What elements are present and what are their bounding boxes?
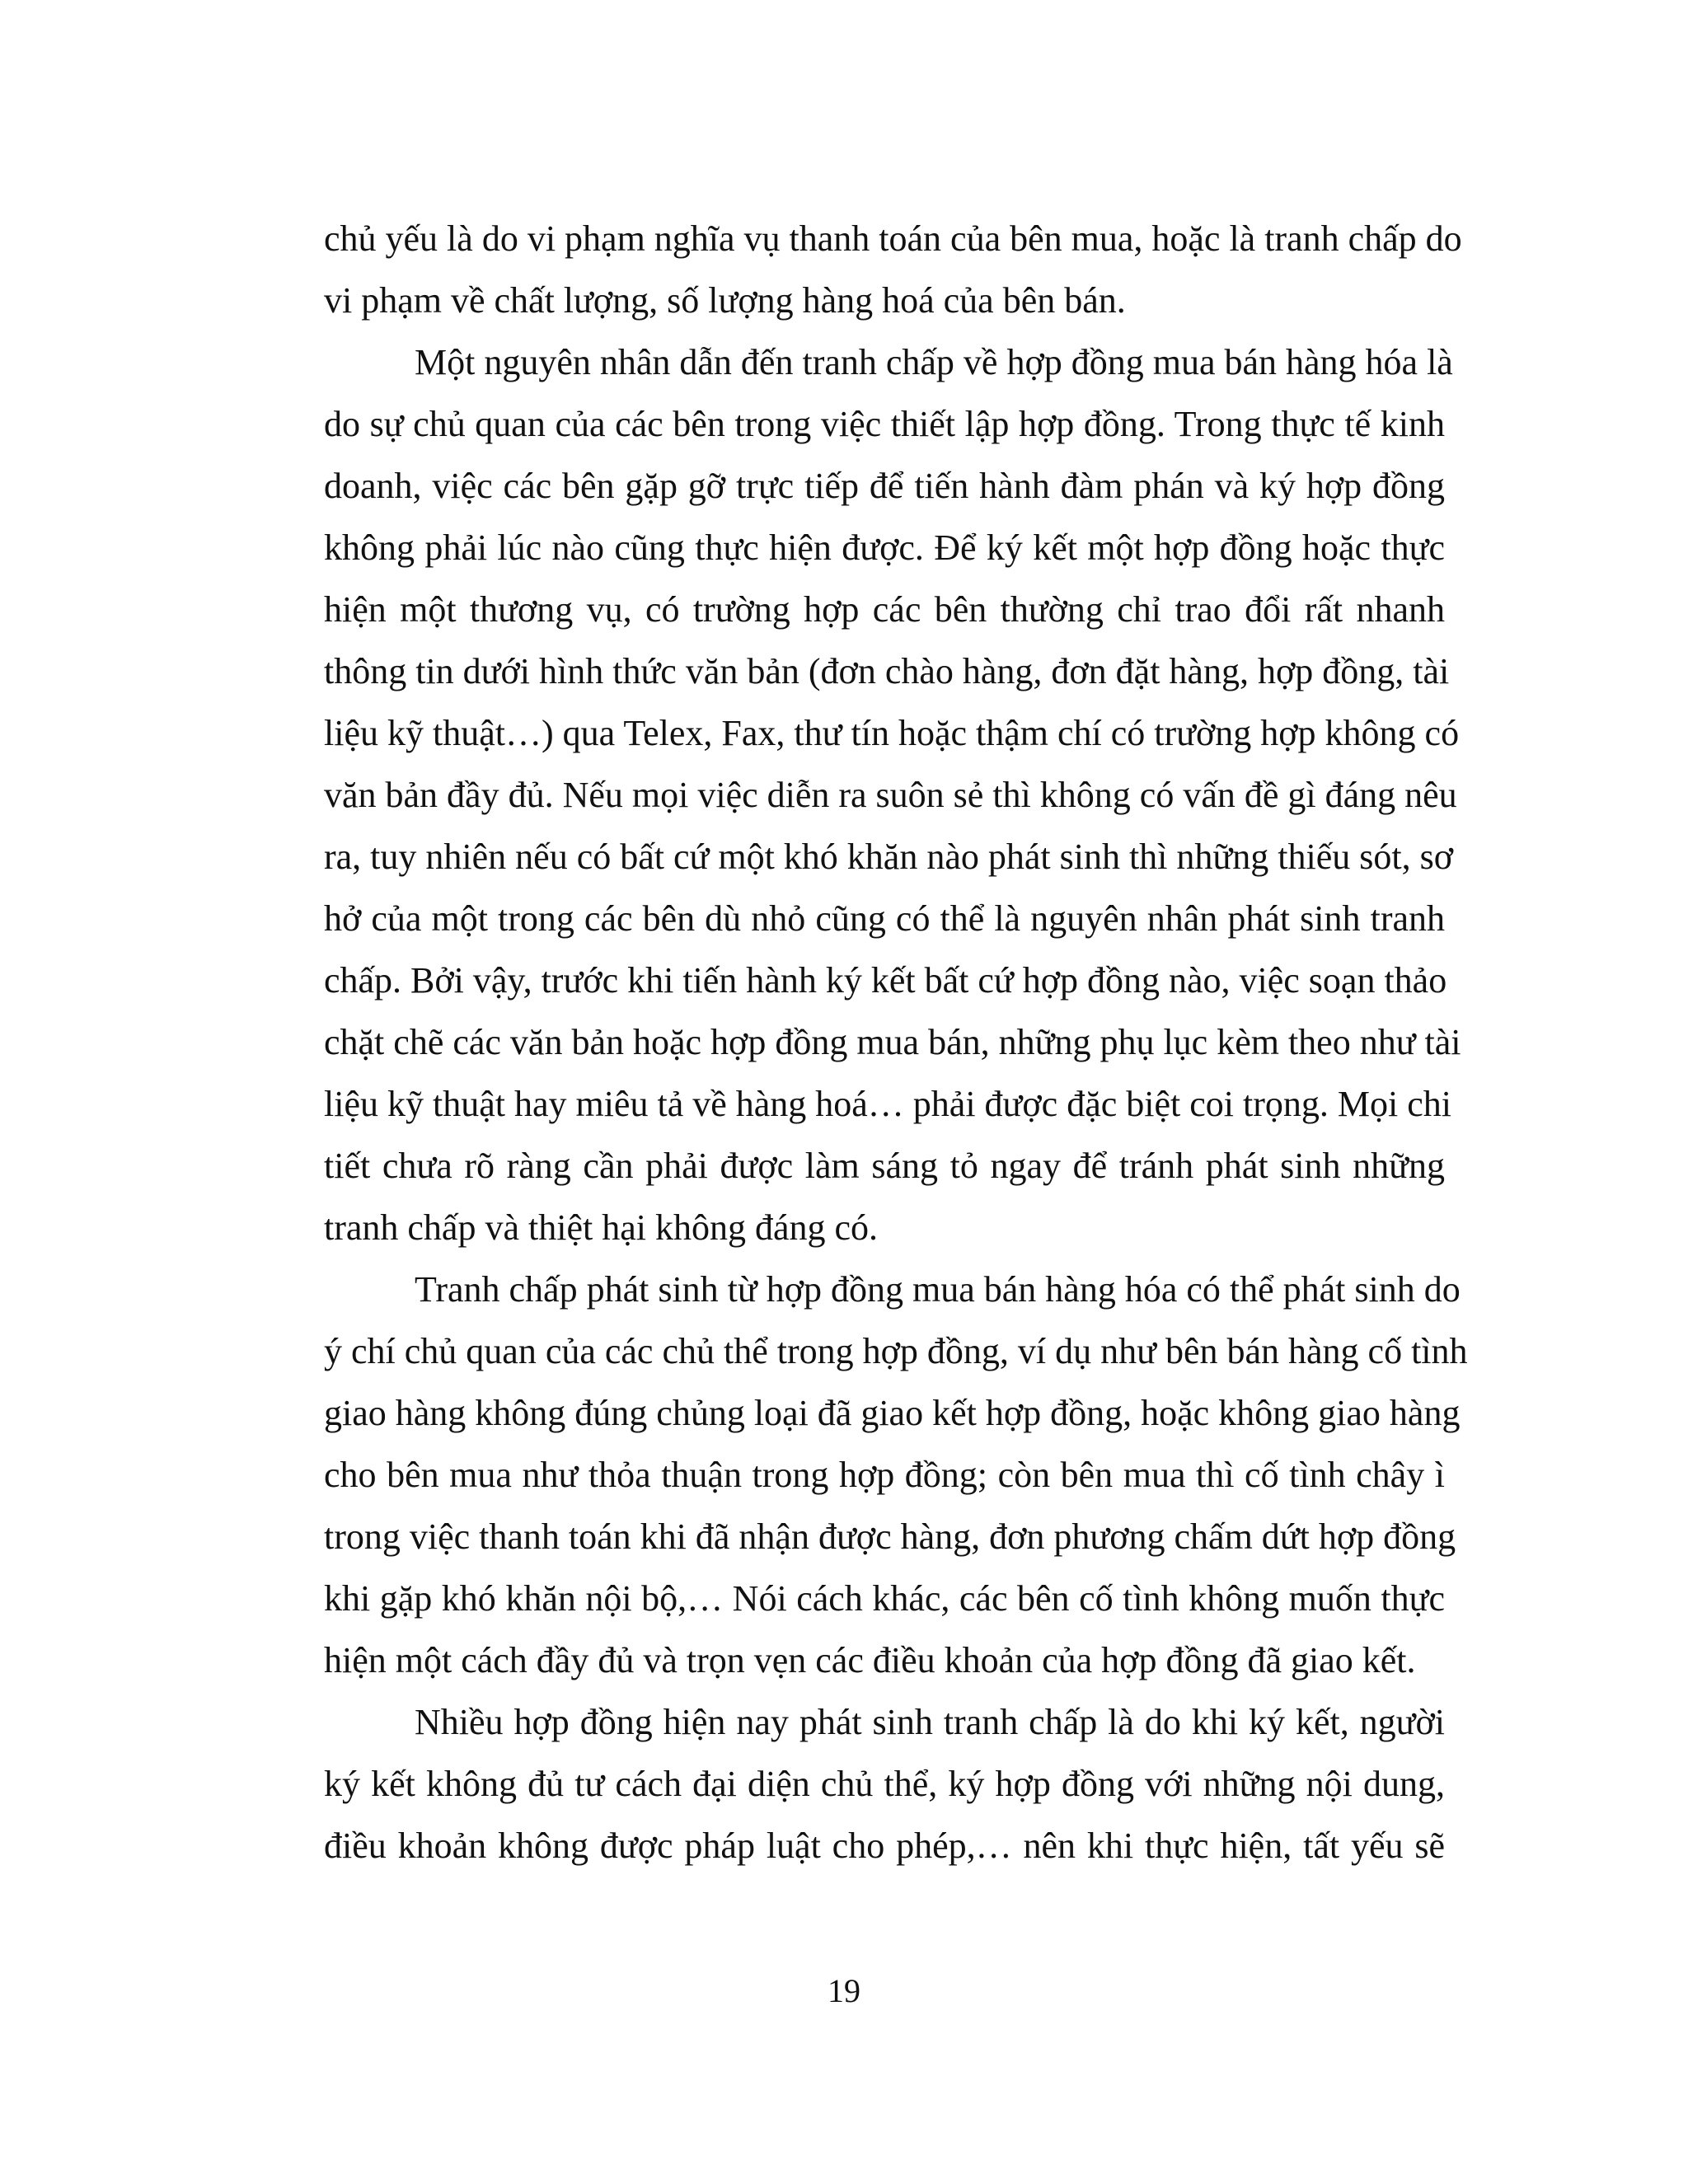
text-line: không phải lúc nào cũng thực hiện được. Để ký kết một hợp đồng hoặc thực <box>324 527 1445 568</box>
paragraph-first-line: Một nguyên nhân dẫn đến tranh chấp về hợp đồng mua bán hàng hóa là <box>415 342 1453 382</box>
text-line: vi phạm về chất lượng, số lượng hàng hoá của bên bán. <box>324 280 1126 321</box>
text-line: giao hàng không đúng chủng loại đã giao kết hợp đồng, hoặc không giao hàng <box>324 1393 1461 1433</box>
text-line: do sự chủ quan của các bên trong việc thiết lập hợp đồng. Trong thực tế kinh <box>324 404 1445 444</box>
text-line: ý chí chủ quan của các chủ thể trong hợp đồng, ví dụ như bên bán hàng cố tình <box>324 1331 1468 1371</box>
text-line: điều khoản không được pháp luật cho phép,… nên khi thực hiện, tất yếu sẽ <box>324 1825 1445 1866</box>
text-line: doanh, việc các bên gặp gỡ trực tiếp để tiến hành đàm phán và ký hợp đồng <box>324 466 1445 506</box>
text-line: trong việc thanh toán khi đã nhận được hàng, đơn phương chấm dứt hợp đồng <box>324 1516 1456 1557</box>
document-body <box>324 208 1468 1877</box>
text-line: liệu kỹ thuật hay miêu tả về hàng hoá… phải được đặc biệt coi trọng. Mọi chi <box>324 1084 1451 1124</box>
text-line: ra, tuy nhiên nếu có bất cứ một khó khăn nào phát sinh thì những thiếu sót, sơ <box>324 837 1453 877</box>
page-number: 19 <box>828 1972 860 2009</box>
text-line: văn bản đầy đủ. Nếu mọi việc diễn ra suôn sẻ thì không có vấn đề gì đáng nêu <box>324 775 1457 815</box>
paragraph-first-line: Tranh chấp phát sinh từ hợp đồng mua bán hàng hóa có thể phát sinh do <box>415 1269 1461 1310</box>
text-line: tranh chấp và thiệt hại không đáng có. <box>324 1207 879 1248</box>
text-line: hiện một cách đầy đủ và trọn vẹn các điều khoản của hợp đồng đã giao kết. <box>324 1640 1416 1680</box>
text-line: cho bên mua như thỏa thuận trong hợp đồng; còn bên mua thì cố tình chây ì <box>324 1455 1445 1495</box>
text-line: chặt chẽ các văn bản hoặc hợp đồng mua bán, những phụ lục kèm theo như tài <box>324 1022 1461 1062</box>
text-line: hiện một thương vụ, có trường hợp các bên thường chỉ trao đổi rất nhanh <box>324 589 1445 630</box>
text-line: thông tin dưới hình thức văn bản (đơn chào hàng, đơn đặt hàng, hợp đồng, tài <box>324 651 1450 691</box>
text-line: hở của một trong các bên dù nhỏ cũng có thể là nguyên nhân phát sinh tranh <box>324 898 1445 939</box>
text-line: tiết chưa rõ ràng cần phải được làm sáng tỏ ngay để tránh phát sinh những <box>324 1146 1445 1186</box>
text-line: chủ yếu là do vi phạm nghĩa vụ thanh toán của bên mua, hoặc là tranh chấp do <box>324 218 1462 259</box>
text-line: khi gặp khó khăn nội bộ,… Nói cách khác, các bên cố tình không muốn thực <box>324 1578 1445 1619</box>
paragraph-first-line: Nhiều hợp đồng hiện nay phát sinh tranh chấp là do khi ký kết, người <box>415 1702 1445 1742</box>
text-line: chấp. Bởi vậy, trước khi tiến hành ký kết bất cứ hợp đồng nào, việc soạn thảo <box>324 960 1447 1001</box>
text-line: liệu kỹ thuật…) qua Telex, Fax, thư tín hoặc thậm chí có trường hợp không có <box>324 713 1460 753</box>
text-line: ký kết không đủ tư cách đại diện chủ thể, ký hợp đồng với những nội dung, <box>324 1764 1445 1804</box>
